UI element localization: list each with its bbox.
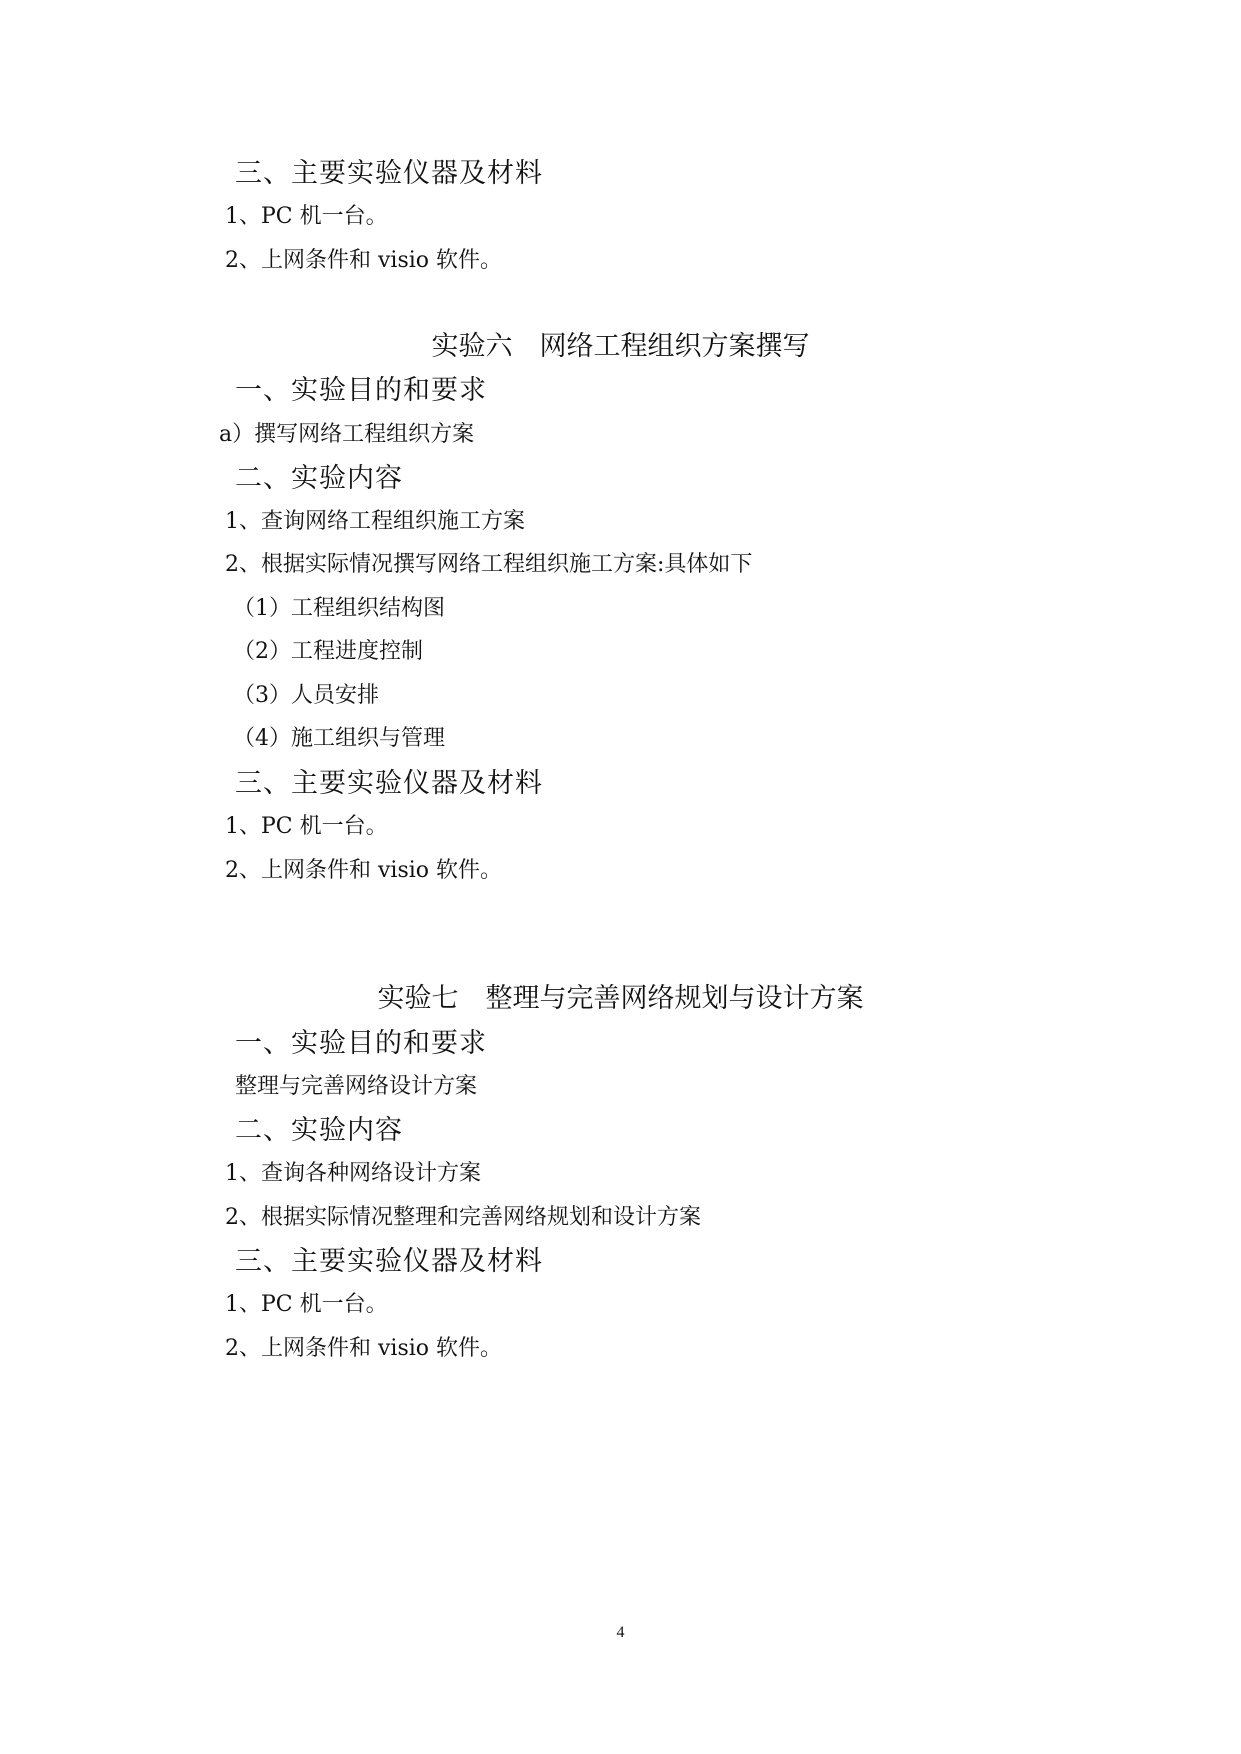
section-heading-materials: 三、主要实验仪器及材料 <box>235 1246 543 1277</box>
section-heading-content: 二、实验内容 <box>235 1115 403 1146</box>
content-item: 1、查询网络工程组织施工方案 <box>225 509 525 534</box>
section-heading-goal: 一、实验目的和要求 <box>235 1028 487 1059</box>
section-heading-materials: 三、主要实验仪器及材料 <box>235 158 543 189</box>
material-item: 2、上网条件和 visio 软件。 <box>225 858 503 883</box>
section-heading-materials: 三、主要实验仪器及材料 <box>235 768 543 799</box>
material-item: 2、上网条件和 visio 软件。 <box>225 248 503 273</box>
experiment-six-title: 实验六 网络工程组织方案撰写 <box>431 331 810 362</box>
content-subitem: （1）工程组织结构图 <box>233 596 445 621</box>
content-item: 2、根据实际情况撰写网络工程组织施工方案:具体如下 <box>225 552 753 577</box>
content-subitem: （2）工程进度控制 <box>233 639 423 664</box>
experiment-seven-title: 实验七 整理与完善网络规划与设计方案 <box>377 983 864 1014</box>
material-item: 1、PC 机一台。 <box>225 1292 388 1317</box>
content-subitem: （3）人员安排 <box>233 683 379 708</box>
content-item: 1、查询各种网络设计方案 <box>225 1161 481 1186</box>
material-item: 1、PC 机一台。 <box>225 814 388 839</box>
section-heading-goal: 一、实验目的和要求 <box>235 375 487 406</box>
page-number: 4 <box>616 1624 625 1641</box>
material-item: 1、PC 机一台。 <box>225 204 388 229</box>
content-item: 2、根据实际情况整理和完善网络规划和设计方案 <box>225 1205 701 1230</box>
section-heading-content: 二、实验内容 <box>235 463 403 494</box>
goal-text: 整理与完善网络设计方案 <box>235 1074 478 1099</box>
material-item: 2、上网条件和 visio 软件。 <box>225 1336 503 1361</box>
goal-text: a）撰写网络工程组织方案 <box>219 422 475 447</box>
content-subitem: （4）施工组织与管理 <box>233 726 445 751</box>
